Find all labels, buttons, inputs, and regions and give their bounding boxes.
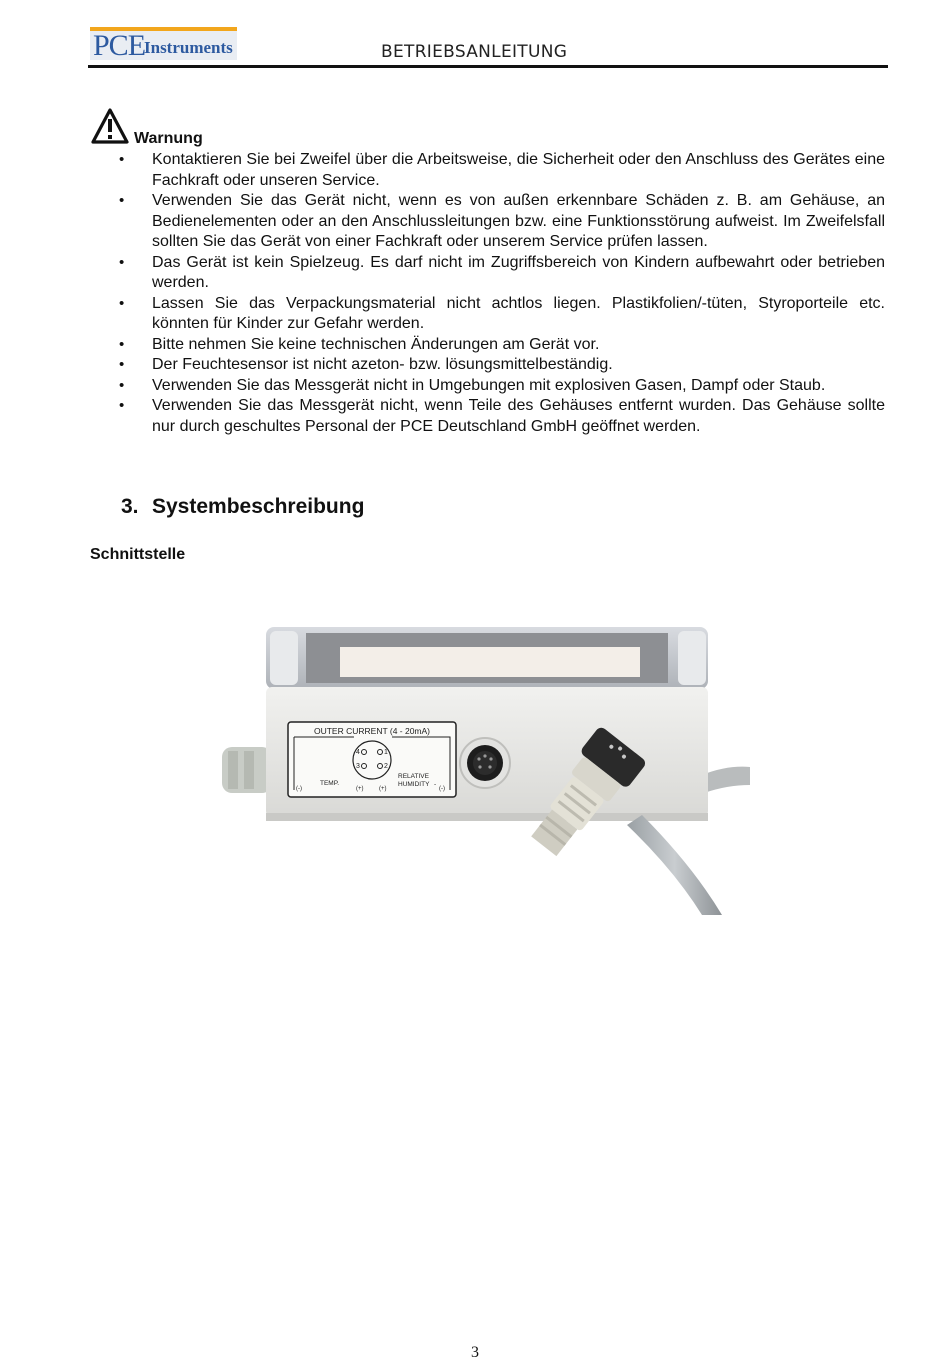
plus-humidity-label: (+) (379, 786, 387, 792)
humidity-label: HUMIDITY (398, 781, 430, 788)
pin-3-label: 3 (356, 763, 360, 770)
pin-1-label: 1 (384, 749, 388, 756)
header-divider (88, 65, 888, 68)
warning-triangle-icon (90, 107, 130, 145)
list-item: • Der Feuchtesensor ist nicht azeton- bzw. lösungsmittelbeständig. (118, 355, 885, 376)
section-heading (121, 495, 364, 519)
section-title: Systembeschreibung (152, 495, 365, 518)
pin-2-label: 2 (384, 763, 388, 770)
subheading: Schnittstelle (90, 546, 186, 563)
list-item: • Kontaktieren Sie bei Zweifel über die Arbeitsweise, die Sicherheit oder den Anschluss des Gerätes eine Fachkraft oder unseren Service. (118, 150, 885, 191)
device-interface-photo (222, 625, 752, 915)
temp-label: TEMP. (320, 780, 340, 787)
right-cable-stub (702, 767, 750, 793)
plus-temp-label: (+) (356, 786, 364, 792)
company-logo (90, 27, 237, 60)
logo-main: PCE (93, 29, 146, 62)
humidity-dash: - (434, 781, 437, 788)
pin-4-label: 4 (356, 749, 360, 756)
minus-right-label: (-) (439, 786, 445, 792)
list-item: • Verwenden Sie das Messgerät nicht, wenn Teile des Gehäuses entfernt wurden. Das Gehäuse sollte nur durch geschultes Personal der PCE Deutschland GmbH geöffnet werden. (118, 396, 885, 437)
sensor-cable (627, 815, 722, 915)
warning-list (118, 150, 885, 437)
logo-sub: Instruments (144, 38, 233, 57)
warning-title: Warnung (134, 130, 203, 147)
section-number: 3. (121, 495, 139, 518)
list-item: • Das Gerät ist kein Spielzeug. Es darf nicht im Zugriffsbereich von Kindern aufbewahrt oder betrieben werden. (118, 253, 885, 294)
list-item: • Verwenden Sie das Gerät nicht, wenn es von außen erkennbare Schäden z. B. am Gehäuse, an Bedienelementen oder an den Anschlussleitungen bzw. eine Funktionsstörung aufweist. Im Zweifelsfall sollten Sie das Gerät von einer Fachkraft oder unserem Service prüfen lassen. (118, 191, 885, 253)
label-title: OUTER CURRENT (4 - 20mA) (313, 726, 431, 736)
relative-label: RELATIVE (398, 773, 429, 780)
list-item: • Verwenden Sie das Messgerät nicht in Umgebungen mit explosiven Gasen, Dampf oder Staub. (118, 376, 885, 397)
document-title: BETRIEBSANLEITUNG (381, 42, 568, 62)
minus-left-label: (-) (296, 786, 302, 792)
page-number: 3 (471, 1344, 479, 1361)
list-item: • Bitte nehmen Sie keine technischen Änderungen am Gerät vor. (118, 335, 885, 356)
list-item: • Lassen Sie das Verpackungsmaterial nicht achtlos liegen. Plastikfolien/-tüten, Styroporteile etc. könnten für Kinder zur Gefahr werden. (118, 294, 885, 335)
